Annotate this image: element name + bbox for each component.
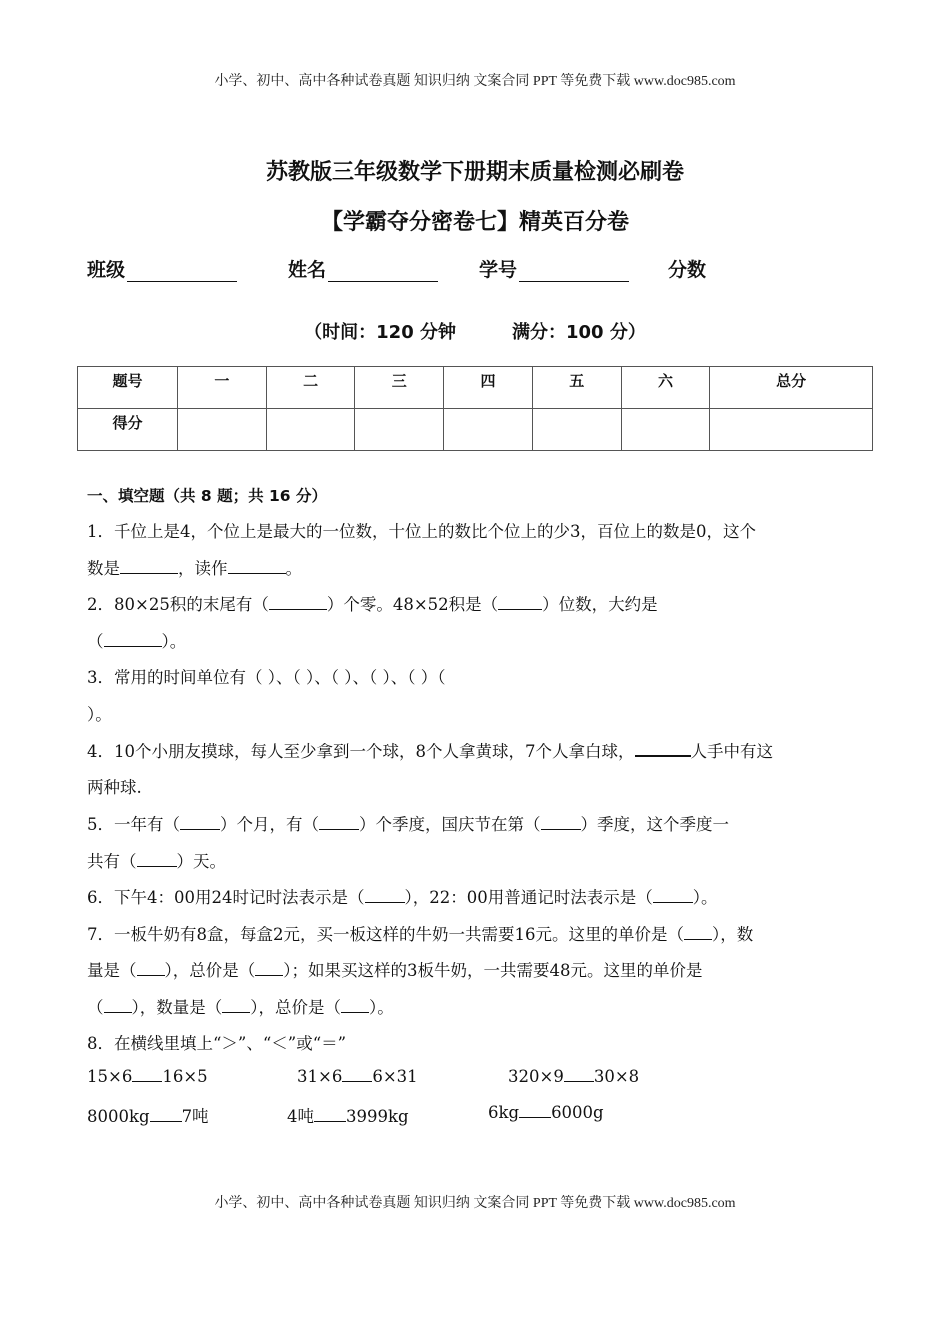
score-cell[interactable] xyxy=(710,409,873,451)
q2-blank-zeros[interactable] xyxy=(269,595,327,610)
q8-right: 7吨 xyxy=(181,1107,209,1126)
q6-text: ），22：00用普通记时法表示是（ xyxy=(404,888,653,907)
header-cell: 总分 xyxy=(710,367,873,409)
q7-line2 xyxy=(87,957,703,981)
section-heading: 一、填空题（共 8 题；共 16 分） xyxy=(87,487,327,505)
q1-text: 数是 xyxy=(87,559,120,578)
q7-line1 xyxy=(87,921,753,945)
student-id-blank[interactable] xyxy=(519,262,629,282)
score-table-header-row xyxy=(78,367,873,409)
q8-right: 3999kg xyxy=(346,1107,409,1126)
q7-text: ），总价是（ xyxy=(164,961,256,980)
header-cell: 五 xyxy=(532,367,621,409)
student-id-label: 学号 xyxy=(479,259,518,281)
q7-line3 xyxy=(87,994,394,1018)
q7-text: ）；如果买这样的3板牛奶，一共需要48元。这里的单价是 xyxy=(283,961,703,980)
q1-line2 xyxy=(87,555,302,579)
q2-text: 2．80×25积的末尾有（ xyxy=(87,595,269,614)
q5-text: ）个季度，国庆节在第（ xyxy=(359,815,541,834)
q8-left: 6kg xyxy=(488,1103,520,1122)
score-cell[interactable] xyxy=(266,409,355,451)
name-field[interactable] xyxy=(288,255,438,282)
q7-blank-quantity-2[interactable] xyxy=(222,998,250,1013)
q7-text: 7．一板牛奶有8盒，每盒2元，买一板这样的牛奶一共需要16元。这里的单价是（ xyxy=(87,925,684,944)
score-cell[interactable] xyxy=(532,409,621,451)
header-cell: 四 xyxy=(444,367,533,409)
q7-text: 量是（ xyxy=(87,961,137,980)
score-table xyxy=(77,366,873,451)
q8-right: 6000g xyxy=(551,1103,604,1122)
q8-blank[interactable] xyxy=(342,1067,372,1082)
exam-time: （时间：120 分钟 xyxy=(304,322,456,343)
score-cell[interactable] xyxy=(178,409,267,451)
q7-text: ），数量是（ xyxy=(131,998,223,1017)
student-id-field[interactable] xyxy=(479,255,629,282)
q7-text: ），总价是（ xyxy=(250,998,341,1017)
q7-blank-unit-price-1[interactable] xyxy=(684,925,712,940)
q8-right: 6×31 xyxy=(372,1067,418,1086)
q4-text: 4．10个小朋友摸球，每人至少拿到一个球，8个人拿黄球，7个人拿白球， xyxy=(87,742,635,761)
q1-line1: 1．千位上是4，个位上是最大的一位数，十位上的数比个位上的少3，百位上的数是0，这个 xyxy=(87,522,756,541)
q8-blank[interactable] xyxy=(519,1103,551,1118)
q8-prompt: 8．在横线里填上“＞”、“＜”或“＝” xyxy=(87,1034,347,1053)
page-title: 苏教版三年级数学下册期末质量检测必刷卷 xyxy=(265,160,684,185)
exam-meta xyxy=(0,318,950,344)
header-banner: 小学、初中、高中各种试卷真题 知识归纳 文案合同 PPT 等免费下载 www.doc985.com xyxy=(214,74,736,89)
score-cell[interactable] xyxy=(355,409,444,451)
q8-comparison xyxy=(87,1067,208,1086)
q8-right: 16×5 xyxy=(162,1067,208,1086)
q8-blank[interactable] xyxy=(132,1067,162,1082)
q1-blank-number[interactable] xyxy=(120,559,178,574)
class-blank[interactable] xyxy=(127,262,237,282)
q5-text: 共有（ xyxy=(87,852,137,871)
page-subtitle: 【学霸夺分密卷七】精英百分卷 xyxy=(320,210,629,235)
q1-text: 。 xyxy=(285,559,302,578)
q2-text: ）个零。48×52积是（ xyxy=(326,595,499,614)
q7-text: （ xyxy=(87,998,104,1017)
q5-blank-which-quarter[interactable] xyxy=(541,815,581,830)
footer-banner: 小学、初中、高中各种试卷真题 知识归纳 文案合同 PPT 等免费下载 www.doc985.com xyxy=(214,1196,736,1211)
class-label: 班级 xyxy=(87,259,126,281)
q8-comparison xyxy=(297,1067,418,1086)
q3-line2: ）。 xyxy=(87,705,112,724)
name-label: 姓名 xyxy=(288,259,327,281)
header-cell: 三 xyxy=(355,367,444,409)
q5-text: ）天。 xyxy=(176,852,226,871)
row-label: 得分 xyxy=(78,409,178,451)
q8-right: 30×8 xyxy=(593,1067,640,1086)
q6-text: 6．下午4：00用24时记时法表示是（ xyxy=(87,888,365,907)
q1-text: ，读作 xyxy=(178,559,228,578)
q7-text: ），数 xyxy=(712,925,754,944)
q8-left: 4吨 xyxy=(287,1107,314,1126)
q8-blank[interactable] xyxy=(150,1107,182,1122)
q8-blank[interactable] xyxy=(564,1067,594,1082)
q6-blank-12h[interactable] xyxy=(653,888,693,903)
q3-line1: 3．常用的时间单位有（ ）、（ ）、（ ）、（ ）、（ ）（ xyxy=(87,668,446,687)
q2-text: （ xyxy=(87,632,104,651)
header-cell: 二 xyxy=(266,367,355,409)
q5-blank-months[interactable] xyxy=(180,815,220,830)
q2-blank-digits[interactable] xyxy=(498,595,542,610)
score-table-score-row xyxy=(78,409,873,451)
q8-left: 320×9 xyxy=(508,1067,564,1086)
q5-line1 xyxy=(87,811,729,835)
q7-blank-total-1[interactable] xyxy=(255,961,283,976)
q8-left: 8000kg xyxy=(87,1107,150,1126)
q7-blank-unit-price-2[interactable] xyxy=(104,998,132,1013)
name-blank[interactable] xyxy=(328,262,438,282)
q2-blank-estimate[interactable] xyxy=(104,632,162,647)
q7-blank-total-2[interactable] xyxy=(341,998,369,1013)
score-field xyxy=(668,255,706,282)
q8-comparison xyxy=(287,1103,409,1127)
q5-blank-quarters[interactable] xyxy=(319,815,359,830)
q5-line2 xyxy=(87,848,226,872)
header-cell: 六 xyxy=(621,367,710,409)
q4-blank[interactable] xyxy=(635,741,691,757)
q8-comparison xyxy=(508,1067,639,1086)
q8-blank[interactable] xyxy=(314,1107,346,1122)
score-label: 分数 xyxy=(668,259,707,281)
q8-comparison xyxy=(488,1103,604,1122)
q2-text: ）位数，大约是 xyxy=(542,595,658,614)
q6-blank-24h[interactable] xyxy=(365,888,405,903)
q2-text: ）。 xyxy=(161,632,187,651)
header-cell: 题号 xyxy=(78,367,178,409)
q4-line2: 两种球. xyxy=(87,778,142,797)
q2-line1 xyxy=(87,591,658,615)
q6-line1 xyxy=(87,884,718,908)
q5-text: ）个月，有（ xyxy=(220,815,319,834)
score-cell[interactable] xyxy=(444,409,533,451)
q4-text: 人手中有这 xyxy=(690,742,773,761)
q1-blank-reading[interactable] xyxy=(228,559,286,574)
class-field[interactable] xyxy=(87,255,237,282)
q8-left: 15×6 xyxy=(87,1067,133,1086)
q7-blank-quantity-1[interactable] xyxy=(137,961,165,976)
q4-line1 xyxy=(87,738,773,762)
exam-full-score: 满分：100 分） xyxy=(512,322,646,343)
q7-text: ）。 xyxy=(369,998,394,1017)
q5-blank-days[interactable] xyxy=(137,852,177,867)
q2-line2 xyxy=(87,628,186,652)
q8-comparison xyxy=(87,1103,209,1127)
q6-text: ）。 xyxy=(692,888,718,907)
q5-text: ）季度，这个季度一 xyxy=(580,815,729,834)
header-cell: 一 xyxy=(178,367,267,409)
q5-text: 5．一年有（ xyxy=(87,815,180,834)
score-cell[interactable] xyxy=(621,409,710,451)
q8-left: 31×6 xyxy=(297,1067,343,1086)
